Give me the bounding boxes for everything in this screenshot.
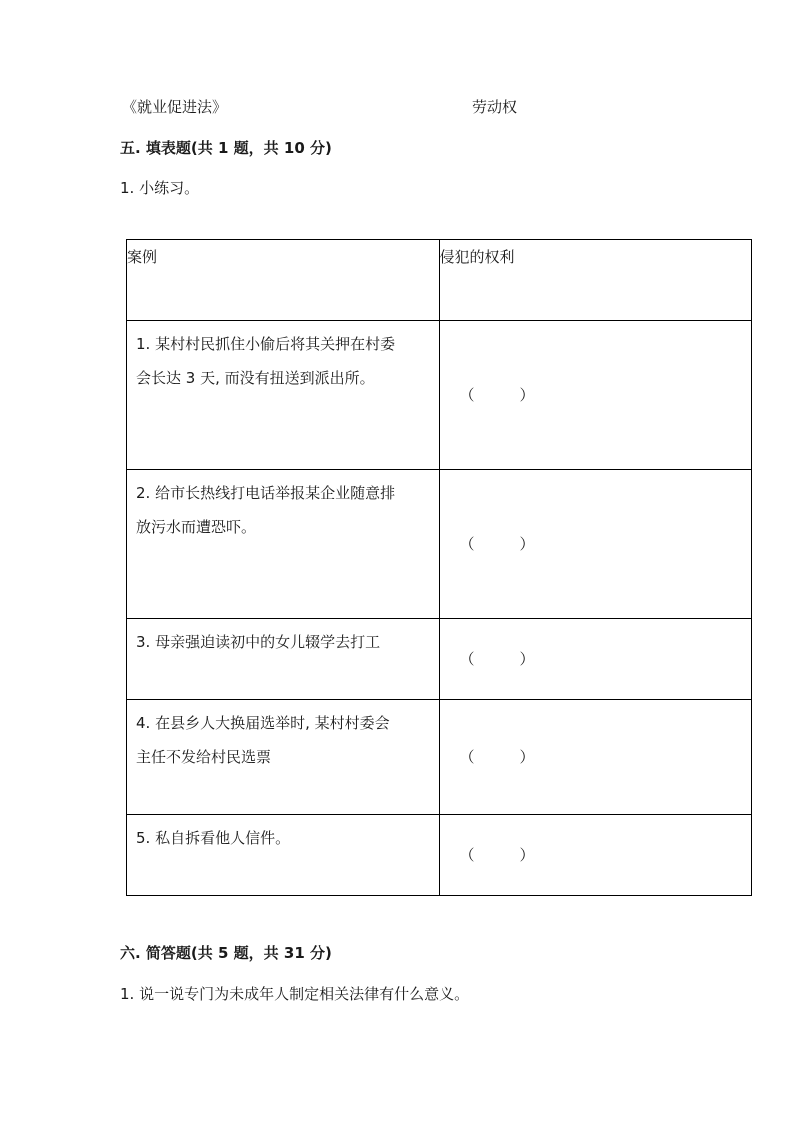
case-cell bbox=[127, 619, 440, 700]
case-text-line: 会长达 3 天, 而没有扭送到派出所。 bbox=[136, 369, 375, 387]
previous-row-right-name: 劳动权 bbox=[472, 98, 518, 116]
section-six-title: 六. 简答题(共 5 题，共 31 分) bbox=[120, 944, 332, 962]
case-text-line: 3. 母亲强迫读初中的女儿辍学去打工 bbox=[136, 633, 381, 651]
case-cell bbox=[127, 470, 440, 619]
answer-blank[interactable] bbox=[440, 642, 752, 676]
answer-cell bbox=[439, 815, 752, 896]
blank-open-paren: （ bbox=[459, 846, 475, 864]
case-cell bbox=[127, 321, 440, 470]
case-text-line: 4. 在县乡人大换届选举时, 某村村委会 bbox=[136, 714, 390, 732]
blank-close-paren: ） bbox=[519, 650, 535, 668]
section-five-title: 五. 填表题(共 1 题，共 10 分) bbox=[120, 139, 332, 157]
header-case: 案例 bbox=[127, 240, 440, 321]
case-text-line: 主任不发给村民选票 bbox=[136, 748, 272, 766]
answer-blank[interactable] bbox=[440, 838, 752, 872]
blank-close-paren: ） bbox=[519, 386, 535, 404]
answer-cell bbox=[439, 619, 752, 700]
case-cell bbox=[127, 700, 440, 815]
blank-open-paren: （ bbox=[459, 748, 475, 766]
blank-close-paren: ） bbox=[519, 748, 535, 766]
case-text-line: 放污水而遭恐吓。 bbox=[136, 518, 257, 536]
answer-blank[interactable] bbox=[440, 740, 752, 774]
fill-in-table bbox=[126, 239, 752, 896]
answer-cell bbox=[439, 321, 752, 470]
table-row bbox=[127, 470, 752, 619]
previous-row-law-name: 《就业促进法》 bbox=[122, 98, 228, 116]
answer-cell bbox=[439, 700, 752, 815]
table-row bbox=[127, 815, 752, 896]
header-violated-right: 侵犯的权利 bbox=[439, 240, 752, 321]
answer-blank[interactable] bbox=[440, 527, 752, 561]
blank-open-paren: （ bbox=[459, 386, 475, 404]
blank-close-paren: ） bbox=[519, 846, 535, 864]
table-row bbox=[127, 619, 752, 700]
case-cell bbox=[127, 815, 440, 896]
case-text-line: 2. 给市长热线打电话举报某企业随意排 bbox=[136, 484, 396, 502]
blank-close-paren: ） bbox=[519, 535, 535, 553]
table-row bbox=[127, 321, 752, 470]
blank-open-paren: （ bbox=[459, 650, 475, 668]
case-text-line: 1. 某村村民抓住小偷后将其关押在村委 bbox=[136, 335, 396, 353]
blank-open-paren: （ bbox=[459, 535, 475, 553]
answer-blank[interactable] bbox=[440, 378, 752, 412]
section-five-question: 1. 小练习。 bbox=[120, 179, 200, 197]
section-six-question: 1. 说一说专门为未成年人制定相关法律有什么意义。 bbox=[120, 985, 470, 1003]
table-row bbox=[127, 700, 752, 815]
case-text-line: 5. 私自拆看他人信件。 bbox=[136, 829, 291, 847]
table-header-row bbox=[127, 240, 752, 321]
answer-cell bbox=[439, 470, 752, 619]
